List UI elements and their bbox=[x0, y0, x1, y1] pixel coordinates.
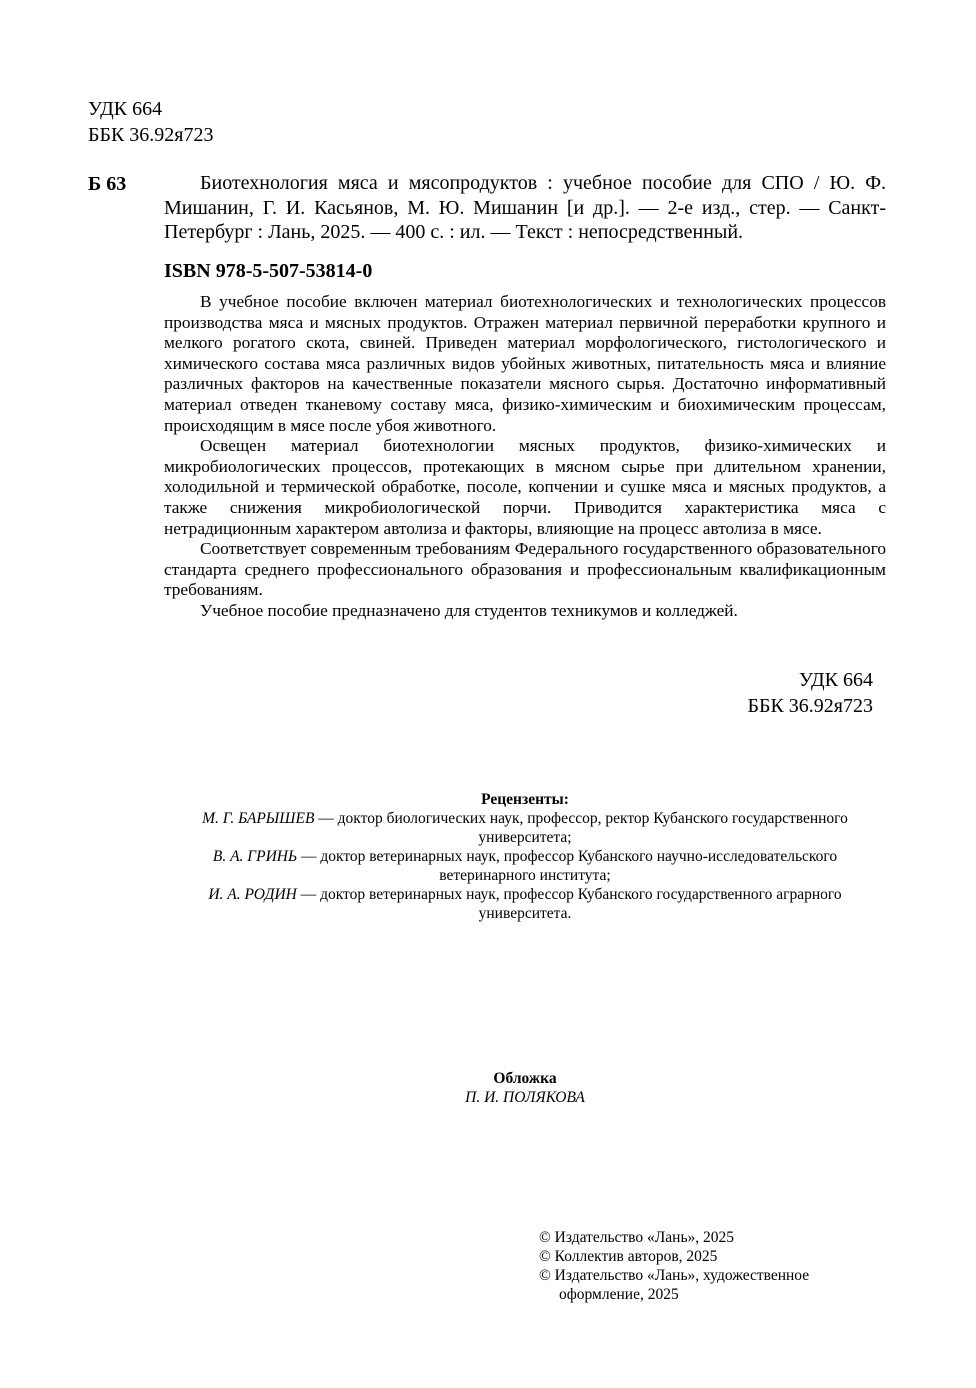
author-mark: Б 63 bbox=[88, 173, 127, 195]
reviewer-entry bbox=[164, 809, 886, 847]
udk-code: УДК 664 bbox=[798, 669, 873, 691]
annotation-paragraph: Соответствует современным требованиям Федерального государственного образовательного стандарта среднего профессионального образования и профессиональным квалификационным требованиям. bbox=[164, 539, 886, 600]
reviewer-details: — доктор биологических наук, профессор, ректор Кубанского государственного университета; bbox=[314, 810, 848, 846]
reviewer-name: В. А. ГРИНЬ bbox=[212, 848, 298, 865]
reviewer-entry bbox=[164, 885, 886, 923]
classification-codes-top bbox=[88, 96, 214, 148]
copyright-line: © Коллектив авторов, 2025 bbox=[539, 1248, 718, 1265]
annotation-paragraph: Учебное пособие предназначено для студентов техникумов и колледжей. bbox=[200, 600, 738, 620]
annotation bbox=[164, 292, 886, 622]
annotation-paragraph: В учебное пособие включен материал биотехнологических и технологических процессов производства мяса и мясных продуктов. Отражен материал первичной переработки крупного и мелкого рогатого скота, свиней. Приведен материал морфологического, гистологического и химического состава мяса различных видов убойных животных, питательность мяса и влияние различных факторов на качественные показатели мясного сырья. Достаточно информативный материал отведен тканевому составу мяса, физико-химическим и биохимическим процессам, происходящим в мясе после убоя животного. bbox=[164, 292, 886, 435]
reviewer-entry bbox=[164, 847, 886, 885]
cover-designer: П. И. ПОЛЯКОВА bbox=[465, 1089, 585, 1106]
reviewer-name: М. Г. БАРЫШЕВ bbox=[202, 810, 315, 827]
bibliographic-record: Биотехнология мяса и мясопродуктов : учебное пособие для СПО / Ю. Ф. Мишанин, Г. И. Касьянов, М. Ю. Мишанин [и др.]. — 2-е изд., стер. — Санкт-Петербург : Лань, 2025. — 400 с. : ил. — Текст : непосредственный. bbox=[164, 172, 886, 243]
copyright-line: © Издательство «Лань», 2025 bbox=[539, 1229, 735, 1246]
isbn: ISBN 978-5-507-53814-0 bbox=[164, 260, 373, 282]
copyright-line: оформление, 2025 bbox=[559, 1286, 679, 1303]
cover-heading: Обложка bbox=[493, 1070, 557, 1087]
reviewer-details: — доктор ветеринарных наук, профессор Кубанского научно-исследовательского ветеринарного института; bbox=[297, 848, 838, 884]
copyright-block bbox=[539, 1228, 859, 1304]
udk-code: УДК 664 bbox=[88, 98, 163, 120]
reviewers-section bbox=[164, 790, 886, 923]
bbk-code: ББК 36.92я723 bbox=[88, 124, 214, 146]
annotation-paragraph: Освещен материал биотехнологии мясных продуктов, физико-химических и микробиологических процессов, протекающих в мясном сырье при длительном хранении, холодильной и термической обработке, посоле, копчении и сушке мяса и мясных продуктов, а также снижения микробиологической порчи. Приводится характеристика мяса с нетрадиционным характером автолиза и факторы, влияющие на процесс автолиза в мясе. bbox=[164, 436, 886, 538]
classification-codes-bottom bbox=[700, 667, 873, 719]
cover-credit bbox=[164, 1069, 886, 1107]
reviewer-details: — доктор ветеринарных наук, профессор Кубанского государственного аграрного университета. bbox=[296, 886, 842, 922]
copyright-line: © Издательство «Лань», художественное bbox=[539, 1267, 810, 1284]
reviewer-name: И. А. РОДИН bbox=[208, 886, 297, 903]
bbk-code: ББК 36.92я723 bbox=[747, 695, 873, 717]
reviewers-heading: Рецензенты: bbox=[481, 791, 569, 808]
